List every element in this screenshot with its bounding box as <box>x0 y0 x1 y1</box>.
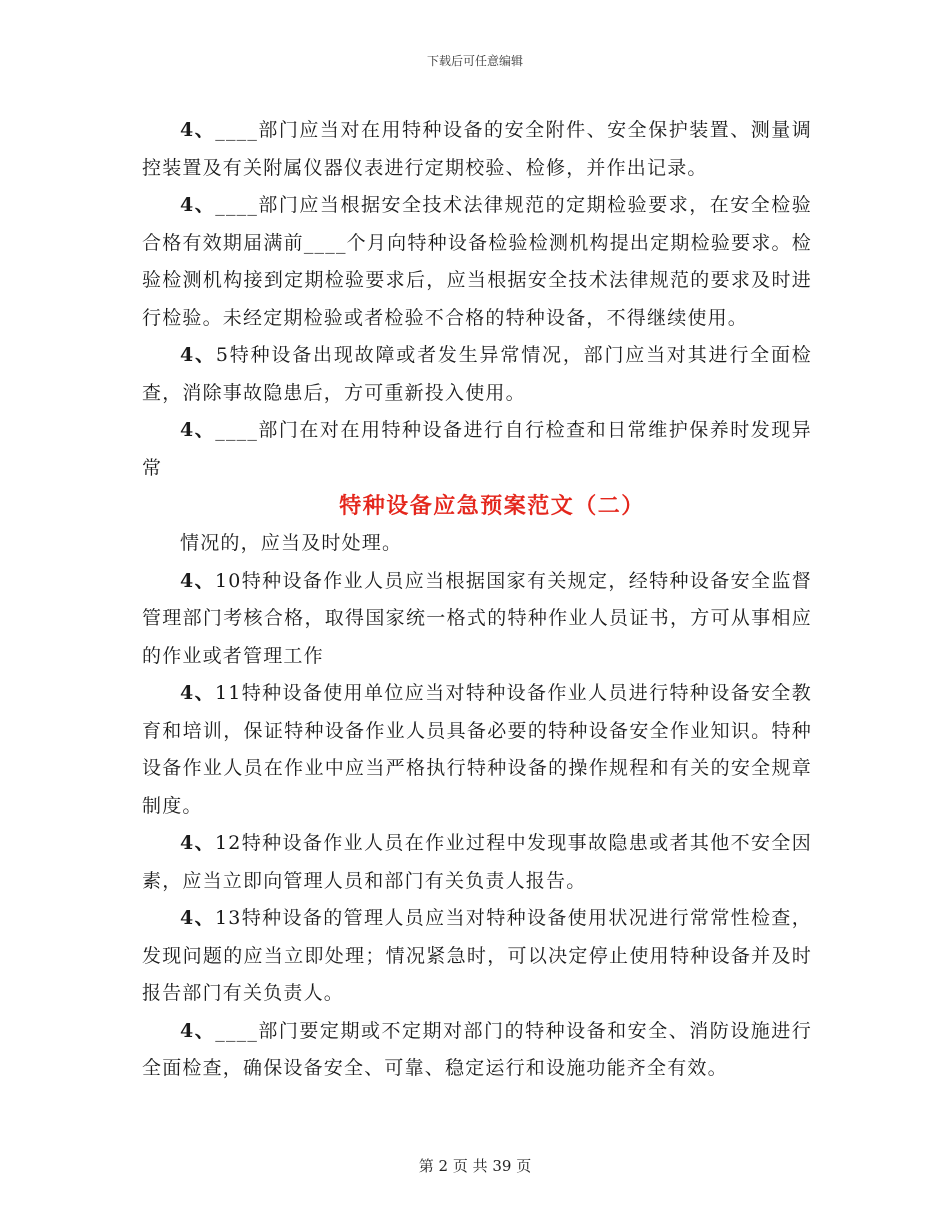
paragraph-text: ____部门要定期或不定期对部门的特种设备和安全、消防设施进行全面检查，确保设备安全、可靠、稳定运行和设施功能齐全有效。 <box>142 1019 813 1079</box>
paragraph <box>142 563 812 676</box>
page-header: 下载后可任意编辑 <box>426 54 523 68</box>
paragraph <box>142 900 812 1013</box>
item-number: 4、 <box>180 119 216 141</box>
paragraph <box>142 1013 812 1088</box>
page-footer: 第 2 页 共 39 页 <box>418 1157 532 1175</box>
paragraph <box>142 337 812 412</box>
paragraph <box>142 112 812 187</box>
item-number: 4、 <box>180 419 216 441</box>
section-title: 特种设备应急预案范文（二） <box>339 493 645 519</box>
paragraph-text: ____部门在对在用特种设备进行自行检查和日常维护保养时发现异常 <box>142 419 813 479</box>
item-number: 4、 <box>180 194 216 216</box>
paragraph-text: ____部门应当根据安全技术法律规范的定期检验要求，在安全检验合格有效期届满前____个月向特种设备检验检测机构提出定期检验要求。检验检测机构接到定期检验要求后，应当根据安全技术法律规范的要求及时进行检验。未经定期检验或者检验不合格的特种设备，不得继续使用。 <box>142 194 813 329</box>
item-number: 4、 <box>180 907 215 929</box>
paragraph-text: 11特种设备使用单位应当对特种设备作业人员进行特种设备安全教育和培训，保证特种设备作业人员具备必要的特种设备安全作业知识。特种设备作业人员在作业中应当严格执行特种设备的操作规程和有关的安全规章制度。 <box>142 682 812 817</box>
paragraph-text: 情况的，应当及时处理。 <box>180 532 403 554</box>
paragraph-text: ____部门应当对在用特种设备的安全附件、安全保护装置、测量调控装置及有关附属仪器仪表进行定期校验、检修，并作出记录。 <box>142 119 813 179</box>
paragraph-text: 13特种设备的管理人员应当对特种设备使用状况进行常常性检查，发现问题的应当立即处理；情况紧急时，可以决定停止使用特种设备并及时报告部门有关负责人。 <box>142 907 812 1004</box>
paragraph-text: 12特种设备作业人员在作业过程中发现事故隐患或者其他不安全因素，应当立即向管理人员和部门有关负责人报告。 <box>142 832 812 892</box>
item-number: 4、 <box>180 1019 216 1042</box>
paragraph <box>142 675 812 825</box>
paragraph <box>142 525 812 563</box>
paragraph <box>142 825 812 900</box>
paragraph-text: 5特种设备出现故障或者发生异常情况，部门应当对其进行全面检查，消除事故隐患后，方可重新投入使用。 <box>142 344 813 404</box>
item-number: 4、 <box>180 344 216 366</box>
paragraph <box>142 187 812 337</box>
item-number: 4、 <box>180 832 215 854</box>
item-number: 4、 <box>180 682 215 704</box>
document-body <box>142 112 812 1088</box>
item-number: 4、 <box>180 569 215 592</box>
paragraph <box>142 412 812 487</box>
paragraph-text: 10特种设备作业人员应当根据国家有关规定，经特种设备安全监督管理部门考核合格，取得国家统一格式的特种作业人员证书，方可从事相应的作业或者管理工作 <box>142 569 812 667</box>
